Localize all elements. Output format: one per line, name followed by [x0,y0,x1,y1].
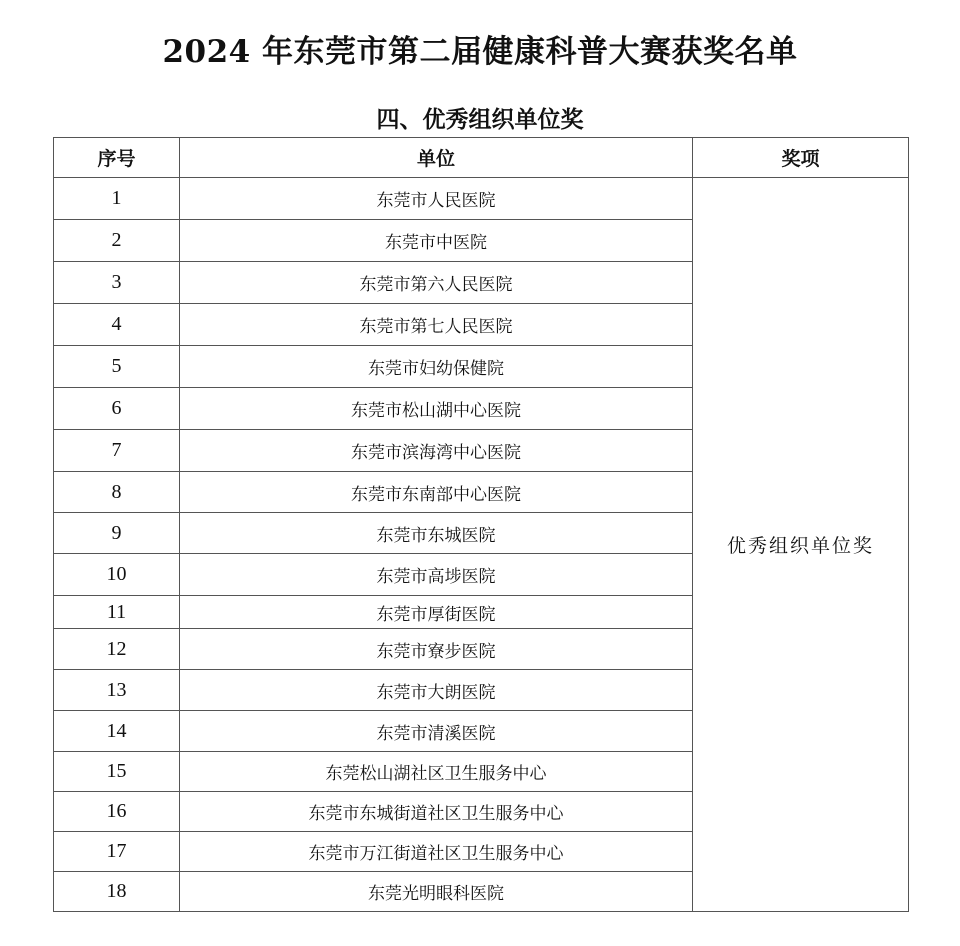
row-index: 14 [54,711,180,752]
row-unit: 东莞市人民医院 [180,178,693,220]
row-unit: 东莞市大朗医院 [180,670,693,711]
award-table [53,137,909,912]
row-index: 18 [54,872,180,912]
row-unit: 东莞市东南部中心医院 [180,472,693,513]
row-unit: 东莞市妇幼保健院 [180,346,693,388]
row-index: 13 [54,670,180,711]
row-unit: 东莞市中医院 [180,220,693,262]
row-unit: 东莞市东城医院 [180,513,693,554]
row-unit: 东莞市万江街道社区卫生服务中心 [180,832,693,872]
row-index: 10 [54,554,180,596]
row-index: 17 [54,832,180,872]
row-unit: 东莞市高埗医院 [180,554,693,596]
row-unit: 东莞市滨海湾中心医院 [180,430,693,472]
row-unit: 东莞市东城街道社区卫生服务中心 [180,792,693,832]
row-index: 5 [54,346,180,388]
row-unit: 东莞市松山湖中心医院 [180,388,693,430]
table-body [54,178,909,912]
header-award: 奖项 [693,138,909,178]
row-index: 15 [54,752,180,792]
row-unit: 东莞市第七人民医院 [180,304,693,346]
row-unit: 东莞市寮步医院 [180,629,693,670]
row-index: 4 [54,304,180,346]
row-index: 6 [54,388,180,430]
row-unit: 东莞市清溪医院 [180,711,693,752]
table-header-row [54,138,909,178]
row-unit: 东莞市厚街医院 [180,596,693,629]
row-index: 3 [54,262,180,304]
row-index: 12 [54,629,180,670]
row-unit: 东莞松山湖社区卫生服务中心 [180,752,693,792]
header-index: 序号 [54,138,180,178]
row-index: 2 [54,220,180,262]
row-index: 16 [54,792,180,832]
row-index: 8 [54,472,180,513]
row-index: 9 [54,513,180,554]
section-title: 四、优秀组织单位奖 [376,107,584,133]
row-index: 7 [54,430,180,472]
row-unit: 东莞市第六人民医院 [180,262,693,304]
header-unit: 单位 [180,138,693,178]
table-row [54,178,909,220]
row-unit: 东莞光明眼科医院 [180,872,693,912]
award-cell: 优秀组织单位奖 [693,178,909,912]
row-index: 1 [54,178,180,220]
row-index: 11 [54,596,180,629]
document-title: 2024 年东莞市第二届健康科普大赛获奖名单 [162,34,798,70]
